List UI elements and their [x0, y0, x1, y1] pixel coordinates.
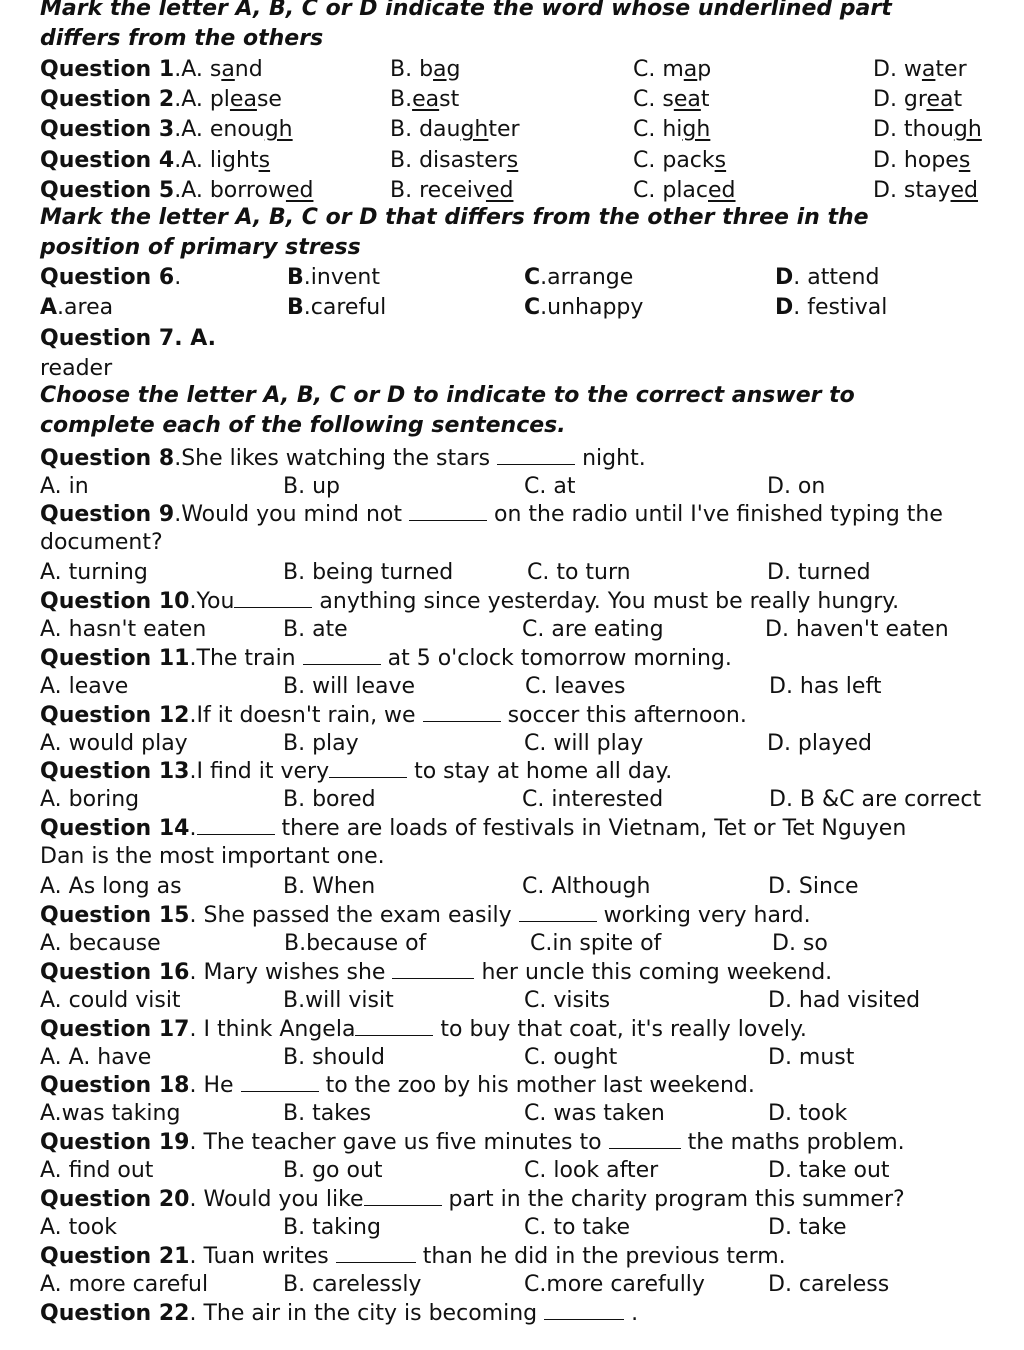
q21-option-c[interactable]: C.more carefully [524, 1272, 705, 1297]
q8-option-d[interactable]: D. on [767, 474, 826, 499]
question-3-label: Question 3.A. enough [40, 117, 293, 142]
answer-blank[interactable] [423, 701, 501, 722]
question-5-label: Question 5.A. borrowed [40, 178, 314, 203]
question-6-label: Question 6. [40, 265, 182, 290]
q2-option-c: C. seat [633, 87, 710, 112]
answer-blank[interactable] [355, 1015, 433, 1036]
question-12: Question 12.If it doesn't rain, we soccer this afternoon. [40, 703, 747, 728]
q19-option-b[interactable]: B. go out [283, 1158, 383, 1183]
answer-blank[interactable] [519, 901, 597, 922]
answer-blank[interactable] [197, 814, 275, 835]
q15-option-b[interactable]: B.because of [284, 931, 427, 956]
answer-blank[interactable] [392, 958, 474, 979]
q13-option-d[interactable]: D. B &C are correct [769, 787, 982, 812]
q3-option-b: B. daughter [390, 117, 520, 142]
q9-option-a[interactable]: A. turning [40, 560, 148, 585]
q12-option-d[interactable]: D. played [767, 731, 873, 756]
section1-heading-line2: differs from the others [40, 26, 324, 51]
q20-option-c[interactable]: C. to take [524, 1215, 631, 1240]
question-2-label: Question 2.A. please [40, 87, 282, 112]
section2-heading-line1: Mark the letter A, B, C or D that differs from the other three in the [40, 205, 869, 230]
question-9-continuation: document? [40, 530, 163, 555]
q18-option-a[interactable]: A.was taking [40, 1101, 181, 1126]
answer-blank[interactable] [497, 444, 575, 465]
row2-option-c: C.unhappy [524, 295, 644, 320]
q20-option-a[interactable]: A. took [40, 1215, 117, 1240]
q3-option-c: C. high [633, 117, 711, 142]
question-19: Question 19. The teacher gave us five minutes to the maths problem. [40, 1130, 905, 1155]
q4-option-c: C. packs [633, 148, 727, 173]
question-7-label: Question 7. A. [40, 326, 217, 351]
q14-option-a[interactable]: A. As long as [40, 874, 182, 899]
answer-blank[interactable] [364, 1185, 442, 1206]
q15-option-c[interactable]: C.in spite of [530, 931, 662, 956]
q12-option-a[interactable]: A. would play [40, 731, 188, 756]
row2-option-a: A.area [40, 295, 114, 320]
question-14: Question 14. there are loads of festivals in Vietnam, Tet or Tet Nguyen [40, 816, 907, 841]
question-20: Question 20. Would you like part in the charity program this summer? [40, 1187, 905, 1212]
answer-blank[interactable] [303, 644, 381, 665]
question-22: Question 22. The air in the city is becoming . [40, 1301, 639, 1326]
q6-option-b: B.invent [287, 265, 380, 290]
q19-option-a[interactable]: A. find out [40, 1158, 154, 1183]
q1-option-b: B. bag [390, 57, 461, 82]
section1-heading-line1: Mark the letter A, B, C or D indicate the word whose underlined part [40, 0, 892, 21]
q19-option-d[interactable]: D. take out [768, 1158, 890, 1183]
question-13: Question 13.I find it very to stay at home all day. [40, 759, 673, 784]
q11-option-c[interactable]: C. leaves [525, 674, 626, 699]
answer-blank[interactable] [234, 587, 312, 608]
q18-option-b[interactable]: B. takes [283, 1101, 372, 1126]
question-16: Question 16. Mary wishes she her uncle this coming weekend. [40, 960, 833, 985]
answer-blank[interactable] [609, 1128, 681, 1149]
q17-option-c[interactable]: C. ought [524, 1045, 618, 1070]
q6-option-c: C.arrange [524, 265, 634, 290]
question-14-continuation: Dan is the most important one. [40, 844, 385, 869]
q10-option-b[interactable]: B. ate [283, 617, 348, 642]
q4-option-d: D. hopes [873, 148, 971, 173]
question-7-word: reader [40, 356, 113, 381]
q14-option-b[interactable]: B. When [283, 874, 376, 899]
question-11: Question 11.The train at 5 o'clock tomorrow morning. [40, 646, 732, 671]
q11-option-a[interactable]: A. leave [40, 674, 129, 699]
question-17: Question 17. I think Angela to buy that coat, it's really lovely. [40, 1017, 807, 1042]
q3-option-d: D. though [873, 117, 982, 142]
q16-option-d[interactable]: D. had visited [768, 988, 921, 1013]
q17-option-b[interactable]: B. should [283, 1045, 385, 1070]
question-10: Question 10.You anything since yesterday. You must be really hungry. [40, 589, 900, 614]
answer-blank[interactable] [409, 500, 487, 521]
q17-option-d[interactable]: D. must [768, 1045, 855, 1070]
q17-option-a[interactable]: A. A. have [40, 1045, 152, 1070]
q2-option-b: B.east [390, 87, 460, 112]
q1-option-d: D. water [873, 57, 967, 82]
q2-option-d: D. great [873, 87, 963, 112]
q8-option-c[interactable]: C. at [524, 474, 576, 499]
q8-option-b[interactable]: B. up [283, 474, 340, 499]
section3-heading-line1: Choose the letter A, B, C or D to indicate to the correct answer to [40, 383, 855, 408]
q15-option-d[interactable]: D. so [772, 931, 828, 956]
row2-option-d: D. festival [775, 295, 888, 320]
q14-option-d[interactable]: D. Since [768, 874, 859, 899]
answer-blank[interactable] [544, 1299, 624, 1320]
q11-option-b[interactable]: B. will leave [283, 674, 416, 699]
q9-option-c[interactable]: C. to turn [527, 560, 631, 585]
q13-option-a[interactable]: A. boring [40, 787, 140, 812]
section2-heading-line2: position of primary stress [40, 235, 361, 260]
row2-option-b: B.careful [287, 295, 387, 320]
answer-blank[interactable] [336, 1242, 416, 1263]
q21-option-a[interactable]: A. more careful [40, 1272, 209, 1297]
q18-option-d[interactable]: D. took [768, 1101, 848, 1126]
question-18: Question 18. He to the zoo by his mother last weekend. [40, 1073, 755, 1098]
question-9: Question 9.Would you mind not on the radio until I've finished typing the [40, 502, 943, 527]
q12-option-b[interactable]: B. play [283, 731, 359, 756]
q10-option-d[interactable]: D. haven't eaten [765, 617, 949, 642]
q4-option-b: B. disasters [390, 148, 519, 173]
q10-option-c[interactable]: C. are eating [522, 617, 664, 642]
question-1-label: Question 1.A. sand [40, 57, 263, 82]
question-4-label: Question 4.A. lights [40, 148, 271, 173]
q16-option-a[interactable]: A. could visit [40, 988, 181, 1013]
q20-option-d[interactable]: D. take [768, 1215, 847, 1240]
question-15: Question 15. She passed the exam easily working very hard. [40, 903, 811, 928]
q11-option-d[interactable]: D. has left [769, 674, 882, 699]
q13-option-b[interactable]: B. bored [283, 787, 376, 812]
question-8: Question 8.She likes watching the stars night. [40, 446, 646, 471]
q19-option-c[interactable]: C. look after [524, 1158, 659, 1183]
q13-option-c[interactable]: C. interested [522, 787, 664, 812]
q12-option-c[interactable]: C. will play [524, 731, 644, 756]
q15-option-a[interactable]: A. because [40, 931, 161, 956]
q8-option-a[interactable]: A. in [40, 474, 89, 499]
q9-option-b[interactable]: B. being turned [283, 560, 454, 585]
q18-option-c[interactable]: C. was taken [524, 1101, 665, 1126]
q6-option-d: D. attend [775, 265, 880, 290]
q16-option-c[interactable]: C. visits [524, 988, 611, 1013]
q5-option-b: B. received [390, 178, 514, 203]
answer-blank[interactable] [241, 1071, 319, 1092]
q1-option-c: C. map [633, 57, 712, 82]
q5-option-c: C. placed [633, 178, 736, 203]
q14-option-c[interactable]: C. Although [522, 874, 651, 899]
answer-blank[interactable] [329, 757, 407, 778]
q20-option-b[interactable]: B. taking [283, 1215, 381, 1240]
q10-option-a[interactable]: A. hasn't eaten [40, 617, 207, 642]
q21-option-b[interactable]: B. carelessly [283, 1272, 422, 1297]
q21-option-d[interactable]: D. careless [768, 1272, 890, 1297]
q16-option-b[interactable]: B.will visit [283, 988, 394, 1013]
q9-option-d[interactable]: D. turned [767, 560, 871, 585]
q5-option-d: D. stayed [873, 178, 979, 203]
question-21: Question 21. Tuan writes than he did in the previous term. [40, 1244, 786, 1269]
section3-heading-line2: complete each of the following sentences. [40, 413, 566, 438]
